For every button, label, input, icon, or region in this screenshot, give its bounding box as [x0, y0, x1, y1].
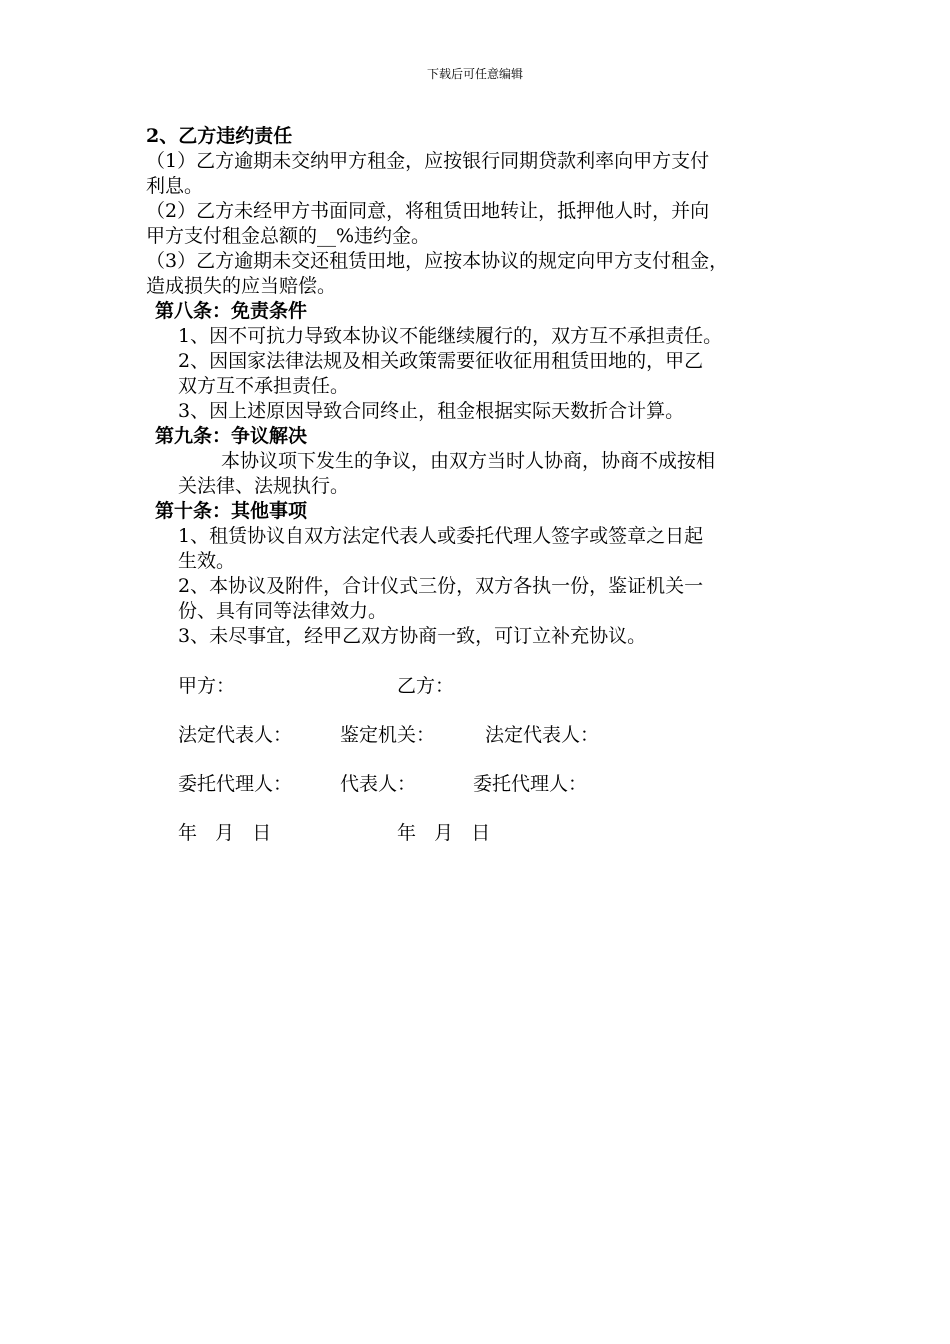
agent-b-label: 委托代理人：	[473, 773, 588, 795]
article10-item-3: 3、未尽事宜，经甲乙双方协商一致，可订立补充协议。	[178, 625, 647, 647]
article10-item-1-line-2: 生效。	[178, 550, 236, 572]
breach-item-1-line-2: 利息。	[146, 175, 204, 197]
article10-item-1-line-1: 1、租赁协议自双方法定代表人或委托代理人签字或签章之日起	[178, 525, 704, 547]
article9-heading: 第九条：争议解决	[155, 425, 308, 447]
article8-item-2-line-2: 双方互不承担责任。	[178, 375, 350, 397]
date-b: 年 月 日	[397, 822, 491, 844]
date-a: 年 月 日	[178, 822, 272, 844]
breach-item-2-line-1: （2）乙方未经甲方书面同意，将租赁田地转让，抵押他人时，并向	[146, 200, 710, 222]
party-b-label: 乙方：	[397, 675, 455, 697]
article10-item-2-line-1: 2、本协议及附件，合计仪式三份，双方各执一份，鉴证机关一	[178, 575, 704, 597]
article8-item-2-line-1: 2、因国家法律法规及相关政策需要征收征用租赁田地的，甲乙	[178, 350, 704, 372]
breach-item-1-line-1: （1）乙方逾期未交纳甲方租金，应按银行同期贷款利率向甲方支付	[146, 150, 710, 172]
breach-item-2-line-2: 甲方支付租金总额的__%违约金。	[146, 225, 431, 247]
article10-item-2-line-2: 份、具有同等法律效力。	[178, 600, 388, 622]
party-a-label: 甲方：	[178, 675, 236, 697]
representative-label: 代表人：	[340, 773, 417, 795]
article9-text-line-2: 关法律、法规执行。	[178, 475, 350, 497]
article8-item-1: 1、因不可抗力导致本协议不能继续履行的，双方互不承担责任。	[178, 325, 723, 347]
agent-a-label: 委托代理人：	[178, 773, 293, 795]
authority-label: 鉴定机关：	[340, 724, 436, 746]
breach-item-3-line-2: 造成损失的应当赔偿。	[146, 275, 337, 297]
page-header: 下载后可任意编辑	[426, 67, 523, 81]
article9-text-line-1: 本协议项下发生的争议，由双方当时人协商，协商不成按相	[221, 450, 716, 472]
legal-rep-b-label: 法定代表人：	[485, 724, 600, 746]
legal-rep-a-label: 法定代表人：	[178, 724, 293, 746]
article8-item-3: 3、因上述原因导致合同终止，租金根据实际天数折合计算。	[178, 400, 685, 422]
section-heading-breach: 2、乙方违约责任	[146, 125, 293, 147]
article8-heading: 第八条：免责条件	[155, 300, 308, 322]
article10-heading: 第十条：其他事项	[155, 500, 308, 522]
breach-item-3-line-1: （3）乙方逾期未交还租赁田地，应按本协议的规定向甲方支付租金，	[146, 250, 729, 272]
